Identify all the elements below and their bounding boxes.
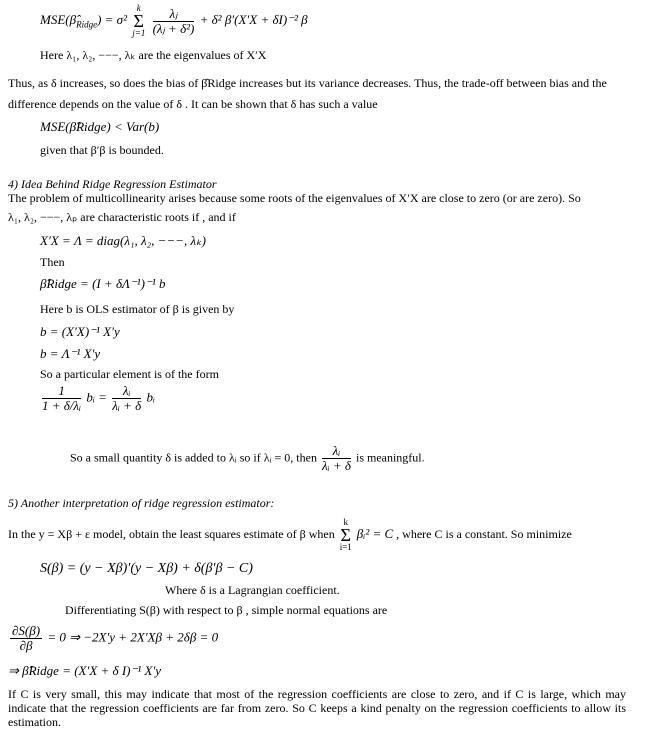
- s4-element-eq: [40, 384, 155, 413]
- mse-lhs-sub: Ridge: [76, 19, 98, 30]
- s4-eq-diag: X′X = Λ = diag(λ₁, λ₂, −−−, λₖ): [40, 233, 206, 248]
- mse-frac-den: (λⱼ + δ²): [152, 20, 195, 36]
- s4-frac2: [112, 384, 141, 413]
- s4-element-text: So a particular element is of the form: [40, 367, 219, 381]
- mse-var-eq: MSE(β̂Ridge) < Var(b): [40, 119, 160, 134]
- eigen-line: Here λ₁, λ₂, −−−, λₖ are the eigenvalues of X′X: [40, 48, 267, 62]
- s4-small-text-b: is meaningful.: [355, 450, 425, 465]
- section4-heading: 4) Idea Behind Ridge Regression Estimator: [8, 177, 217, 191]
- mse-frac-num: λⱼ: [153, 7, 195, 22]
- s4-ols-text: Here b is OLS estimator of β is given by: [40, 302, 235, 316]
- s5-sum: [340, 518, 352, 552]
- s5-diff-text: Differentiating S(β) with respect to β , simple normal equations are: [65, 603, 388, 617]
- s5-lagrange: Where δ is a Lagrangian coefficient.: [165, 583, 340, 597]
- para1-line2: difference depends on the value of δ . It can be shown that δ has such a value: [8, 97, 378, 111]
- mse-fraction: [153, 7, 195, 36]
- s4-frac1-den: 1 + δ/λᵢ: [42, 398, 82, 413]
- s4-eq-b1: b = (X′X)⁻¹ X′y: [40, 324, 120, 339]
- s5-sum-bottom: i=1: [339, 542, 352, 552]
- s4-then: Then: [40, 255, 65, 269]
- s4-bi2: bᵢ: [146, 389, 156, 405]
- s4-small-frac-num: λᵢ: [322, 444, 351, 459]
- mse-lhs-close: ) = σ²: [97, 11, 127, 27]
- section5-heading: 5) Another interpretation of ridge regression estimator:: [8, 496, 275, 510]
- s4-bi: bᵢ =: [86, 389, 107, 405]
- mse-lhs: MSE(β̂: [40, 11, 77, 27]
- s4-frac2-num: λᵢ: [112, 384, 141, 399]
- mse-formula: [40, 4, 308, 38]
- mse-sum-bottom: j=1: [132, 28, 146, 38]
- bounded-text: given that β′β is bounded.: [40, 143, 164, 157]
- s4-para-line1: The problem of multicollinearity arises because some roots of the eigenvalues of X′X are close to zero (or are zero). So: [8, 191, 581, 205]
- s4-frac2-den: λᵢ + δ: [112, 398, 142, 413]
- s4-small-text-a: So a small quantity δ is added to λᵢ so if λᵢ = 0, then: [70, 450, 317, 465]
- s5-intro: [8, 518, 572, 552]
- s4-small-frac: [322, 444, 351, 473]
- s5-eq-s: S(β) = (y − Xβ)′(y − Xβ) + δ(β′β − C): [40, 561, 253, 576]
- s5-conclusion: If C is very small, this may indicate that most of the regression coefficients are close to zero, and if C is large, which may indicate that the regression coefficients are far from zero. So C keeps a kind penalty on the regression coefficients to allow its estimation.: [8, 687, 626, 729]
- s4-small-frac-den: λᵢ + δ: [321, 458, 351, 473]
- mse-sum: [132, 4, 145, 38]
- s5-sum-expr: βᵢ² = C: [356, 525, 394, 541]
- s5-intro-b: , where C is a constant. So minimize: [396, 526, 572, 541]
- s4-eq-ridge: β̂Ridge = (I + δΛ⁻¹)⁻¹ b: [40, 276, 166, 291]
- s4-eq-b2: b = Λ⁻¹ X′y: [40, 346, 101, 361]
- s5-eq-final: ⇒ β̂Ridge = (X′X + δ I)⁻¹ X′y: [8, 663, 162, 678]
- s5-sum-sign: Σ: [340, 525, 351, 545]
- mse-rest: + δ² β′(X′X + δI)⁻² β: [199, 11, 308, 27]
- para1-line1: Thus, as δ increases, so does the bias of β̂Ridge increases but its variance decreases. Thus, the trade-off between bias and the: [8, 76, 607, 90]
- s5-deriv-num: ∂S(β): [12, 623, 41, 638]
- s4-para-line2: λ₁, λ₂, −−−, λₚ are characteristic roots if , and if: [8, 210, 236, 224]
- s5-deriv-den: ∂β: [19, 638, 33, 653]
- s5-deriv-rest: = 0 ⇒ −2X′y + 2X′Xβ + 2δβ = 0: [47, 629, 219, 645]
- s4-small-quantity: [70, 444, 425, 473]
- s4-frac1-num: 1: [42, 384, 81, 399]
- s5-intro-a: In the y = Xβ + ε model, obtain the least squares estimate of β when: [8, 526, 335, 541]
- mse-sum-top: k: [136, 3, 141, 13]
- s5-deriv-frac: [10, 624, 42, 653]
- s5-deriv-eq: [8, 624, 218, 653]
- s4-frac1: [42, 384, 81, 413]
- s5-sum-top: k: [343, 517, 348, 527]
- mse-sum-sign: Σ: [133, 11, 145, 31]
